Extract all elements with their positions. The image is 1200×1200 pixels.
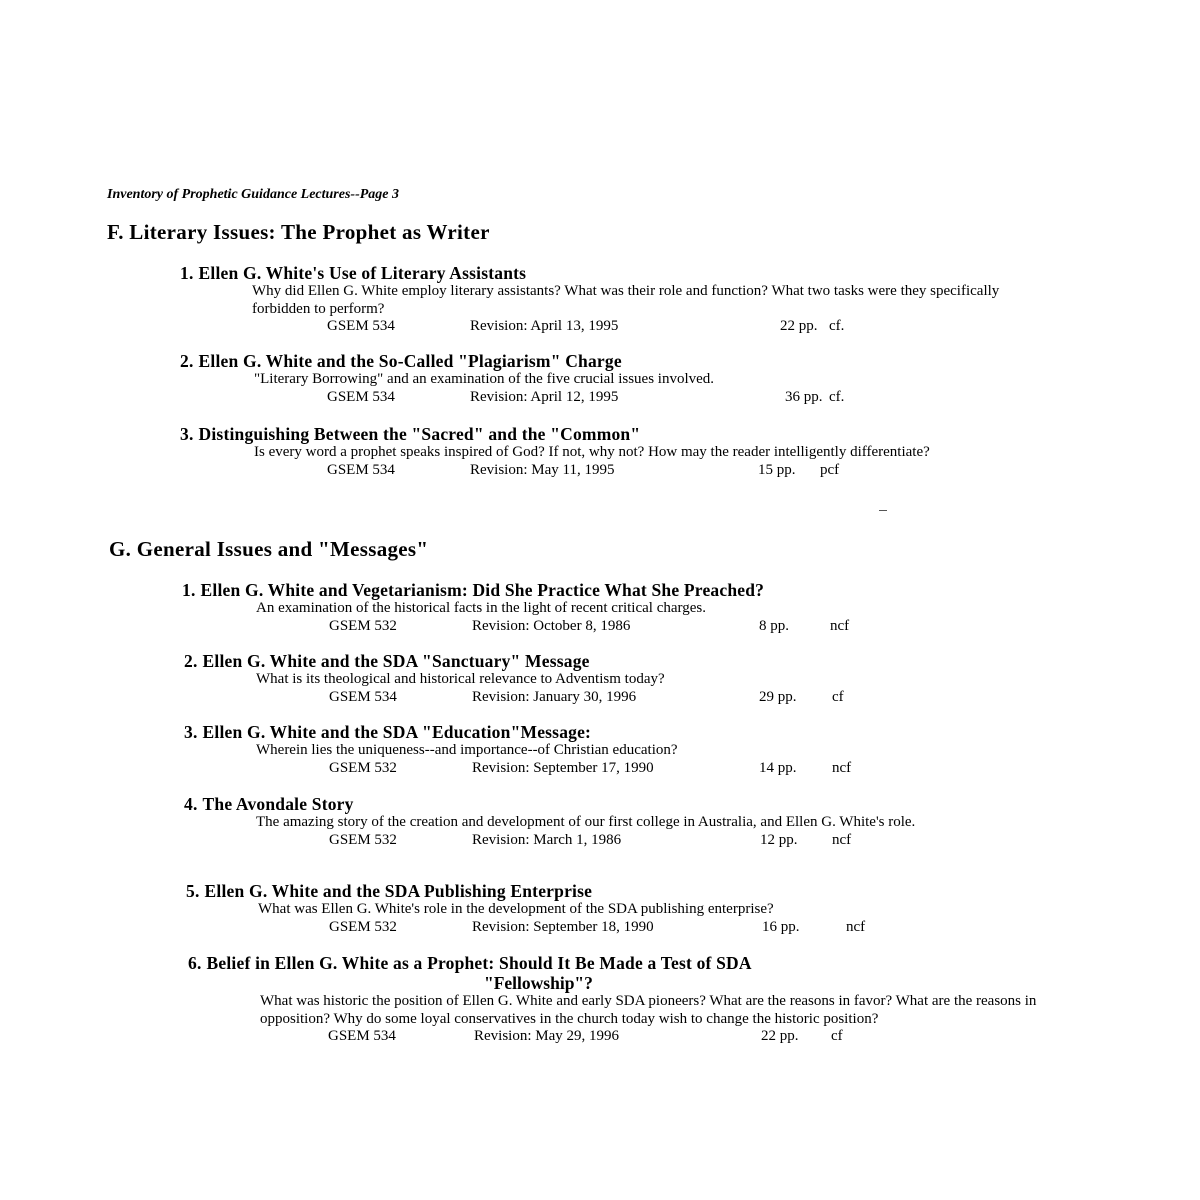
lecture-meta: [186, 919, 1066, 937]
lecture-title-continued: "Fellowship"?: [484, 973, 593, 993]
lecture-meta: [180, 318, 1060, 336]
format-code: pcf: [820, 461, 840, 478]
page-count: 12 pp.: [760, 831, 798, 848]
page-count: 29 pp.: [759, 688, 797, 705]
section-heading-f: F. Literary Issues: The Prophet as Writer: [107, 220, 490, 244]
lecture-title: 3. Ellen G. White and the SDA "Education"Message:: [184, 722, 592, 742]
revision-date: Revision: May 29, 1996: [474, 1028, 619, 1044]
lecture-title: 3. Distinguishing Between the "Sacred" and the "Common": [180, 424, 641, 444]
course-code: GSEM 532: [329, 759, 397, 776]
format-code: cf: [832, 688, 844, 705]
lecture-item: [180, 263, 1060, 336]
lecture-description: Wherein lies the uniqueness--and importance--of Christian education?: [256, 742, 678, 758]
revision-date: Revision: October 8, 1986: [472, 617, 631, 634]
format-code: ncf: [846, 918, 866, 935]
page-count: 22 pp.: [761, 1028, 799, 1044]
lecture-title: 2. Ellen G. White and the SDA "Sanctuary" Message: [184, 651, 590, 671]
lecture-description: What was historic the position of Ellen G. White and early SDA pioneers? What are the reasons in favor? What are the reasons in opposition? Why do some loyal conservatives in the church today wish to change the historic position?: [260, 993, 1037, 1027]
page-count: 14 pp.: [759, 759, 797, 776]
lecture-item: [184, 794, 1064, 850]
lecture-description: Why did Ellen G. White employ literary assistants? What was their role and function? What two tasks were they specifically forbidden to perform?: [252, 283, 1000, 317]
lecture-item: [180, 424, 1060, 480]
course-code: GSEM 534: [329, 688, 397, 705]
lecture-description: The amazing story of the creation and development of our first college in Australia, and Ellen G. White's role.: [256, 814, 916, 830]
revision-date: Revision: May 11, 1995: [470, 461, 615, 478]
page-count: 16 pp.: [762, 918, 800, 935]
lecture-item: [182, 580, 1062, 636]
page-count: 8 pp.: [759, 617, 789, 634]
lecture-item: [184, 722, 1064, 778]
lecture-item: [180, 351, 1060, 407]
lecture-item: [188, 953, 1068, 1046]
stray-mark: [879, 510, 887, 511]
revision-date: Revision: September 17, 1990: [472, 759, 654, 776]
revision-date: Revision: January 30, 1996: [472, 688, 637, 705]
page-count: 22 pp.: [780, 318, 818, 334]
lecture-description: An examination of the historical facts in the light of recent critical charges.: [256, 600, 706, 616]
format-code: ncf: [832, 759, 852, 776]
lecture-meta: [180, 389, 1060, 407]
page-count: 15 pp.: [758, 461, 796, 478]
lecture-title: 5. Ellen G. White and the SDA Publishing Enterprise: [186, 881, 593, 901]
lecture-meta: [184, 689, 1064, 707]
format-code: cf: [831, 1028, 843, 1044]
section-heading-g: G. General Issues and "Messages": [109, 537, 429, 561]
lecture-description: Is every word a prophet speaks inspired of God? If not, why not? How may the reader intelligently differentiate?: [254, 444, 930, 460]
course-code: GSEM 534: [328, 1028, 396, 1044]
course-code: GSEM 534: [327, 318, 395, 334]
revision-date: Revision: April 13, 1995: [470, 318, 619, 334]
lecture-description: What was Ellen G. White's role in the development of the SDA publishing enterprise?: [258, 901, 774, 917]
course-code: GSEM 532: [329, 617, 397, 634]
lecture-meta: [184, 832, 1064, 850]
lecture-meta: [188, 1028, 1068, 1046]
revision-date: Revision: April 12, 1995: [470, 388, 619, 405]
revision-date: Revision: September 18, 1990: [472, 918, 654, 935]
lecture-description: "Literary Borrowing" and an examination of the five crucial issues involved.: [254, 371, 715, 387]
lecture-meta: [182, 618, 1062, 636]
course-code: GSEM 532: [329, 831, 397, 848]
format-code: ncf: [832, 831, 852, 848]
lecture-title: 1. Ellen G. White and Vegetarianism: Did She Practice What She Preached?: [182, 580, 765, 600]
lecture-title: 6. Belief in Ellen G. White as a Prophet: Should It Be Made a Test of SDA: [188, 953, 752, 973]
course-code: GSEM 534: [327, 388, 395, 405]
page-count: 36 pp.: [785, 388, 823, 405]
lecture-title: 4. The Avondale Story: [184, 794, 354, 814]
format-code: ncf: [830, 617, 850, 634]
lecture-title: 2. Ellen G. White and the So-Called "Plagiarism" Charge: [180, 351, 622, 371]
lecture-item: [184, 651, 1064, 707]
lecture-meta: [184, 760, 1064, 778]
lecture-title: 1. Ellen G. White's Use of Literary Assistants: [180, 263, 527, 283]
format-code: cf.: [829, 318, 845, 334]
revision-date: Revision: March 1, 1986: [472, 831, 622, 848]
lecture-meta: [180, 462, 1060, 480]
running-header: Inventory of Prophetic Guidance Lectures--Page 3: [107, 187, 400, 202]
course-code: GSEM 532: [329, 918, 397, 935]
format-code: cf.: [829, 388, 845, 405]
lecture-item: [186, 881, 1066, 937]
lecture-description: What is its theological and historical relevance to Adventism today?: [256, 671, 665, 687]
course-code: GSEM 534: [327, 461, 395, 478]
